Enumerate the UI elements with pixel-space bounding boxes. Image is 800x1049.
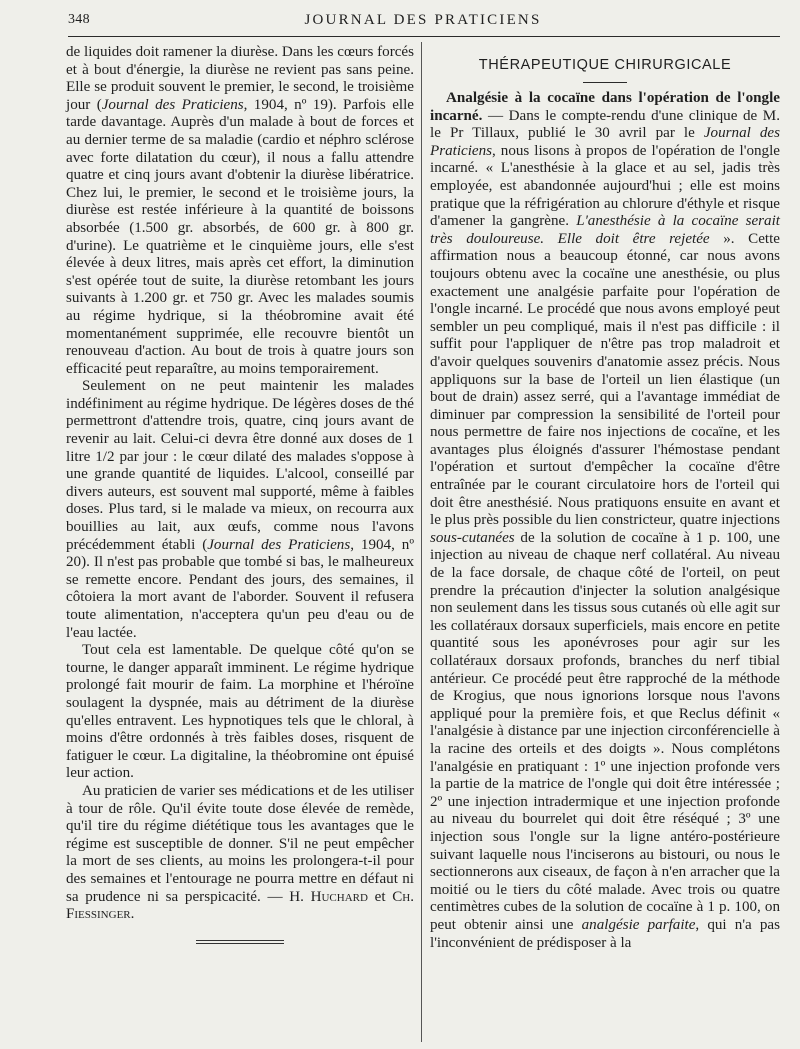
author-name: Ch. Fiessinger. (66, 888, 415, 923)
rule-line (196, 943, 284, 944)
italic-quote: L'anesthésie à la cocaïne serait très douloureuse. Elle doit être rejetée (430, 213, 780, 247)
italic-term: analgésie parfaite (581, 916, 696, 933)
paragraph (66, 783, 414, 924)
text-run: , 1904, nº 20). Il n'est pas probable que tombé si bas, le malheureux se remette encore. Pendant des jours, des semaines, il côtoiera la mort avant de l'aborder. Souvent il refusera toute alimentation, n'acceptera qu'un peu d'eau ou de l'eau lactée. (66, 536, 415, 641)
text-run: , nous lisons à propos de l'opération de l'ongle incarné. « L'anesthésie à la glace et au sel, jadis très employée, est abandonnée aujourd'hui ; elle est moins pratique que la réfrigération au chlorure d'éthyle et risque d'amener la gangrène. (430, 142, 780, 230)
text-run: Au praticien de varier ses médications et de les utiliser à tour de rôle. Qu'il évite toute dose élevée de remède, qu'il tire du régime diététique tous les avantages que le régime est susceptible de donner. S'il ne peut empêcher la mort de ses clients, au moins les prolongera-t-il pour des semaines et l'entourage ne pourra mettre en défaut ni sa prudence ni sa perspicacité. — (66, 782, 414, 905)
right-column (430, 44, 780, 952)
text-run: de liquides doit ramener la diurèse. Dans les cœurs forcés et à bout d'énergie, la diurèse ne revient pas sans peine. Elle se produit souvent le premier, le second, le troisième jour ( (66, 44, 414, 113)
text-run: , 1904, nº 19). Parfois elle tarde davantage. Auprès d'un malade à bout de forces et au dernier terme de sa maladie (cardio et néphro sclérose avec forte dilatation du cœur), il nous a fallu attendre quatre et cinq jours avant d'obtenir la diurèse libératrice. Chez lui, le premier, le second et le troisième jours, la diurèse est restée inférieure à la quantité de boissons absorbée (1.500 gr. absorbés, de 600 gr. à 800 gr. d'urine). Le quatrième et le cinquième jours, elle s'est élevée à deux litres, mais après cet effort, la diminution s'est opérée tout de suite, la diurèse retombant les jours suivants à 1.200 gr. et 750 gr. Avec les malades soumis au régime hydrique, si la théobromine avait été momentanément supprimée, elle recouvre bientôt un renouveau d'action. Au bout de trois à quatre jours son efficacité peut reparaître, au moins temporairement. (66, 96, 414, 377)
paragraph (430, 90, 780, 952)
italic-term: sous-cutanées (430, 529, 515, 546)
journal-title: JOURNAL DES PRATICIENS (304, 12, 542, 28)
journal-citation: Journal des Praticiens (101, 96, 244, 113)
text-run: de la solution de cocaïne à 1 p. 100, une injection au niveau de chaque nerf collatéral. Au niveau de la face dorsale, de chaque côté de l'orteil, on peut prendre la précaution d'injecter la solution analgésique non seulement dans les tissus sous cutanés où elle agit sur les collatéraux dorsaux superficiels, mais encore en petite quantité sous les aponévroses pour agir sur les collatéraux dorsaux profonds, branches du nerf tibial antérieur. Ce procédé peut être rapproché de la méthode de Krogius, que nous ignorions lorsque nous l'avons appliqué pour la première fois, et que Reclus définit « l'analgésie à distance par une injection circonférencielle à la racine des orteils et des doigts ». Nous complétons l'analgésie en pratiquant : 1º une injection profonde vers la partie de la matrice de l'ongle qui doit être intéressée ; 2º une injection intradermique et une injection profonde au niveau du bourrelet qui doit être réséqué ; 3º une injection sous l'ongle sur la ligne antéro-postérieure suivant laquelle nous l'inciserons au bistouri, ou nous le sectionnerons aux ciseaux, de façon à n'en arracher que la moitié ou le tiers du côté malade. Avec trois ou quatre centimètres cubes de la solution de cocaïne à 1 p. 100, on peut obtenir ainsi une (430, 529, 780, 933)
text-run: ». Cette affirmation nous a beaucoup étonné, car nous avons toujours obtenu avec la cocaïne une anesthésie, ou plus exactement une analgésie parfaite pour l'opération de l'ongle incarné. Le procédé que nous avons employé peut sembler un peu compliqué, mais il n'est pas difficile : il suffit pour l'appliquer de n'être pas trop maladroit et d'avoir quelques souvenirs d'anatomie assez précis. Nous appliquons sur la base de l'orteil un lien élastique (un bout de drain) assez serré, qui a l'avantage immédiat de diminuer par compression la sensibilité de l'orteil pour nous permettre de faire nos injections de cocaïne, et les avantages plus éloignés d'assurer l'hémostase pendant l'opération et surtout d'empêcher la cocaïne d'être entraînée par le courant circulatoire hors de l'orteil qui doit être anesthésié. Nous pratiquons ensuite en avant et le plus près possible du lien constricteur, quatre injections (430, 230, 780, 529)
column-divider (421, 42, 422, 1042)
header-rule (68, 36, 780, 37)
paragraph (66, 44, 414, 378)
journal-citation: Journal des Praticiens (430, 125, 780, 159)
paragraph (66, 378, 414, 642)
text-run: Seulement on ne peut maintenir les malades indéfiniment au régime hydrique. De légères doses de thé permettront d'attendre trois, quatre, cinq jours avant de revenir au lait. Celui-ci devra être donné aux doses de 1 litre 1/2 par jour : le cœur dilaté des malades s'oppose à une grande quantité de liquides. L'alcool, conseillé par divers auteurs, est souvent mal supporté, même à faibles doses. Plus tard, si le malade va mieux, on recourra aux bouillies au lait, aux œufs, comme nous l'avons précédemment établi ( (66, 378, 414, 553)
section-rule (583, 82, 627, 83)
article-title: Analgésie à la cocaïne dans l'opération de l'ongle incarné. (430, 90, 780, 124)
text-run: , qui n'a pas l'inconvénient de prédisposer à la (430, 916, 781, 951)
paragraph: Tout cela est lamentable. De quelque côté qu'on se tourne, le danger apparaît imminent. Le régime hydrique prolongé fait mourir de faim. La morphine et l'héroïne soulagent la dyspnée, mais au détriment de la diurèse qu'elles entravent. Les hypnotiques tels que le chloral, à moins d'être ordonnés à très faibles doses, risquent de fatiguer le cœur. La digitaline, la théobromine ont épuisé leur action. (66, 642, 414, 782)
section-title: THÉRAPEUTIQUE CHIRURGICALE (478, 57, 732, 73)
left-column (66, 44, 414, 946)
journal-citation: Journal des Praticiens (207, 536, 351, 553)
rule-line (196, 940, 284, 941)
author-name: H. Huchard (289, 888, 368, 905)
page-number: 348 (68, 12, 90, 27)
article-end-rule (196, 940, 284, 944)
running-head (68, 12, 778, 36)
text-run: — Dans le compte-rendu d'une clinique de M. le Pr Tillaux, publié le 30 avril par le (430, 107, 780, 142)
text-run: et (367, 888, 393, 905)
